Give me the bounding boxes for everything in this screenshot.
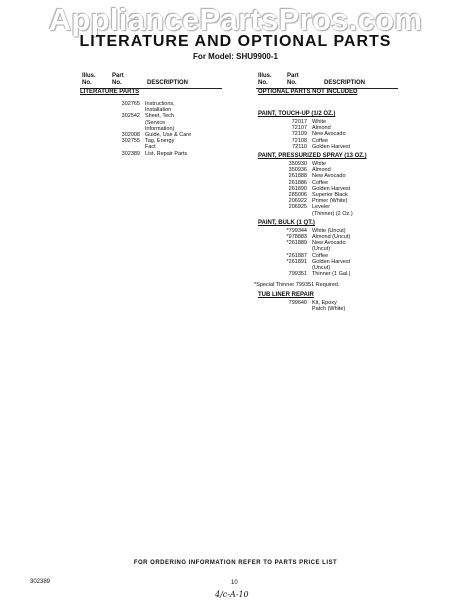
group-title: PAINT, TOUCH-UP (1/2 OZ.) [258, 111, 336, 117]
col-illus-right: Illus. [258, 73, 272, 79]
part-description: Thinner (1 Gal.) [312, 271, 351, 278]
part-row [258, 144, 428, 150]
part-number: 302008 [121, 132, 140, 139]
part-number: 302755 [121, 138, 140, 145]
part-number: 261886 [288, 179, 307, 186]
handwritten-note: 4/c-A-10 [215, 590, 249, 599]
part-number: *261889 [286, 240, 307, 247]
part-description: New Avocado [312, 131, 346, 138]
part-number: *799344 [286, 227, 307, 234]
page-number: 10 [231, 580, 238, 586]
part-row [258, 240, 428, 252]
col-no2-right: No. [287, 80, 297, 86]
part-number: 302765 [121, 101, 140, 107]
part-number: 302542 [121, 113, 140, 120]
part-number: 261890 [288, 185, 307, 192]
section-optional: OPTIONAL PARTS NOT INCLUDED [258, 89, 358, 95]
part-description: Tag, Energy Fact [145, 138, 175, 151]
page-title: LITERATURE AND OPTIONAL PARTS [79, 33, 392, 50]
group-title: PAINT, BULK (1 QT.) [258, 219, 315, 226]
part-row [258, 271, 428, 277]
col-description: DESCRIPTION [147, 80, 189, 86]
part-row [64, 101, 224, 113]
part-number: 72109 [291, 131, 307, 138]
part-description: White [312, 161, 327, 168]
part-description: Leveler (Thinner) (2 Oz.) [312, 204, 353, 217]
part-description: Coffee [312, 252, 329, 259]
part-description: New Avocado (Uncut) [312, 240, 346, 253]
part-number: *261887 [286, 252, 307, 259]
part-number: 72017 [291, 119, 307, 125]
part-number: 206925 [288, 204, 307, 211]
part-row [64, 138, 224, 150]
part-description: Coffee [312, 137, 329, 144]
col-illus: Illus. [82, 73, 96, 79]
model-label: For Model: SHU9900-1 [193, 52, 278, 61]
group-title: TUB LINER REPAIR [258, 291, 314, 298]
part-description: Superior Black [312, 192, 348, 199]
part-description: Golden Harvest [312, 143, 351, 150]
section-literature: LITERATURE PARTS [80, 89, 140, 95]
part-number: 302389 [121, 150, 140, 157]
part-description: Almond [312, 125, 331, 132]
part-number: 261888 [288, 173, 307, 180]
thinner-note: *Special Thinner 799351 Required. [254, 282, 340, 289]
part-number: 799640 [288, 299, 307, 306]
part-description: New Avocado [312, 173, 346, 180]
part-number: 72108 [291, 137, 307, 144]
part-number: 285006 [288, 192, 307, 199]
part-description: Sheet, Tech (Service Information) [145, 113, 175, 132]
col-description-right: DESCRIPTION [324, 80, 366, 86]
part-number: 799351 [288, 271, 307, 278]
part-description: Almond (Uncut) [312, 234, 351, 241]
col-part-right: Part [287, 73, 299, 79]
part-description: White [312, 119, 327, 125]
group-title: PAINT, PRESSURIZED SPRAY (13 OZ.) [258, 153, 367, 160]
watermark: AppliancePartsPros.com [48, 2, 423, 37]
part-description: Golden Harvest [312, 185, 351, 192]
part-row [258, 204, 428, 216]
part-description: List, Repair Parts [145, 150, 188, 157]
part-number: 350930 [288, 161, 307, 168]
part-row [64, 113, 224, 132]
part-description: Golden Harvest (Uncut) [312, 258, 351, 272]
col-no1-right: No. [258, 80, 268, 86]
part-description: Coffee [312, 179, 329, 186]
col-part: Part [112, 73, 124, 79]
col-no2: No. [112, 80, 122, 86]
part-row [258, 300, 428, 312]
part-number: *261891 [286, 258, 307, 265]
literature-list [64, 101, 224, 157]
part-row [64, 151, 224, 157]
part-description: White (Uncut) [312, 227, 346, 234]
part-number: *978883 [286, 234, 307, 241]
part-row [258, 259, 428, 271]
part-description: Almond [312, 167, 331, 174]
optional-list [254, 108, 428, 312]
part-description: Kit, Epoxy Patch (White) [312, 299, 346, 312]
part-number: 72110 [292, 143, 307, 150]
footer-note: FOR ORDERING INFORMATION REFER TO PARTS PRICE LIST [133, 560, 338, 566]
part-number: 350936 [288, 167, 307, 174]
doc-code: 302389 [30, 579, 51, 585]
col-no1: No. [82, 80, 92, 86]
part-number: 206922 [288, 198, 307, 205]
part-description: Guide, Use & Care [145, 132, 192, 139]
part-number: 72107 [291, 125, 307, 132]
part-description: Instructions, Installation [145, 101, 175, 114]
part-description: Primer (White) [312, 198, 348, 205]
